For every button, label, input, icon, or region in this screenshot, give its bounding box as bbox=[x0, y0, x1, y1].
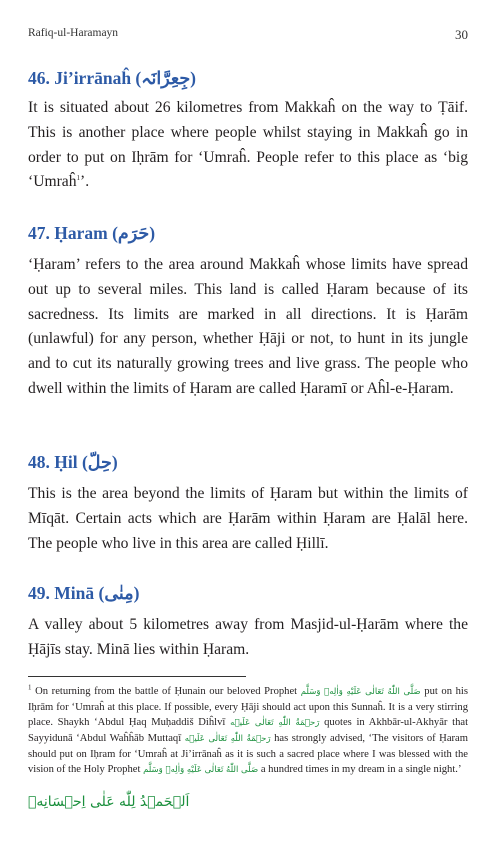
footnote-mark: 1 bbox=[28, 683, 32, 692]
section-body-46: It is situated about 26 kilometres from Makkaĥ on the way to Ṭāif. This is another place where people whilst staying in Makkaĥ go in order to put on Iḥrām for ‘Umraĥ. People refer to this place as ‘big ‘Umraĥ$^1$’. bbox=[28, 99, 468, 191]
section-title-46: 46. Ji’irrānaĥ (جِعِرَّانَہ) bbox=[28, 68, 196, 88]
section-body-49: A valley about 5 kilometres away from Masjid-ul-Ḥarām where the Ḥājīs stay. Minā lies within Ḥaram. bbox=[28, 616, 468, 658]
running-header bbox=[28, 27, 468, 43]
section-title-49: 49. Minā (مِنٰی) bbox=[28, 583, 140, 603]
footnote-ref[interactable]: 1 bbox=[76, 174, 80, 183]
book-title: Rafiq-ul-Haramayn bbox=[28, 27, 119, 39]
footnote-divider bbox=[28, 676, 246, 677]
salawat-1: صَلَّى اللّٰهُ تَعَالٰى عَلَيْهِ وَاٰلِهٖ وَسَلَّم bbox=[300, 687, 421, 697]
section-body-47: ‘Ḥaram’ refers to the area around Makkaĥ whose limits have spread out up to several miles. This land is called Ḥaram because of its sacredness. Its limits are marked in all directions. It is Ḥarām (unlawful) for any person, whether Ḥāji or not, to hunt in its jungle and to cut its naturally growing trees and live grass. The people who dwell within the limits of Ḥaram are called Ḥaramī or Aĥl-e-Ḥaram. bbox=[28, 256, 468, 397]
section-title-48: 48. Ḥil (حِلّ) bbox=[28, 452, 118, 472]
footnote: $^1$ On returning from the battle of Ḥunain our beloved Prophet صَلَّى اللّٰهُ تَعَالٰى عَلَيْهِ وَاٰلِهٖ وَسَلَّم put on his Iḥrām for ‘Umraĥ at this place. If possible, every Ḥāji should act upon this Sunnaĥ. It is a very stirring place. Shaykh ‘Abdul Ḥaq Muḥaddiš Diĥlvī رَحۡمَةُ اللّٰهِ تَعَالٰى عَلَيۡه quotes in Akhbār-ul-Akhyār that Sayyidunā ‘Abdul Waĥĥāb Muttaqī رَحۡمَةُ اللّٰهِ تَعَالٰى عَلَيۡه has strongly advised, ‘The visitors of Ḥaram should put on Iḥram for ‘Umraĥ at Ji’irrānaĥ as it is such a sacred place where I was blessed with the vision of the Holy Prophet صَلَّى اللّٰهُ تَعَالٰى عَلَيْهِ وَاٰلِهٖ وَسَلَّم a hundred times in my dream in a single night.’ bbox=[28, 683, 469, 775]
closing-phrase: اَلۡحَمۡدُ لِلّٰه عَلٰى اِحۡسَانِهٖ bbox=[28, 794, 190, 810]
honorific-1: رَحۡمَةُ اللّٰهِ تَعَالٰى عَلَيۡه bbox=[230, 718, 320, 728]
salawat-2: صَلَّى اللّٰهُ تَعَالٰى عَلَيْهِ وَاٰلِهٖ وَسَلَّم bbox=[143, 765, 259, 775]
page-number: 30 bbox=[455, 27, 468, 42]
section-title-47: 47. Ḥaram (حَرَم) bbox=[28, 223, 156, 243]
honorific-2: رَحۡمَةُ اللّٰهِ تَعَالٰى عَلَيۡه bbox=[184, 734, 271, 744]
section-body-48: This is the area beyond the limits of Ḥaram but within the limits of Mīqāt. Certain acts which are Ḥarām within Ḥaram are Ḥalāl here. The people who live in this area are called Ḥillī. bbox=[28, 485, 468, 552]
